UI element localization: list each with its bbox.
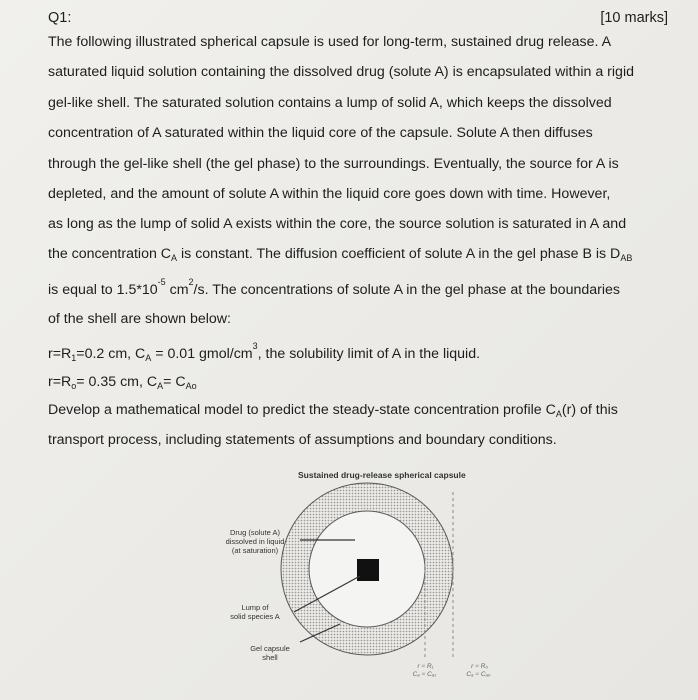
r1-boundary-label: r = R₁ Cₐ = Cₐ₁	[412, 663, 437, 678]
body-line-6: depleted, and the amount of solute A within the liquid core goes down with time. However,	[48, 186, 611, 202]
ro-boundary-label: r = R₀ Cₐ = Cₐ₀	[465, 663, 492, 678]
body-line-1: The following illustrated spherical capsule is used for long-term, sustained drug release. A	[48, 34, 612, 50]
concentration-line: the concentration $C_A$ is constant. The diffusion coefficient of solute A in the gel phase B is $D_{AB}$	[48, 246, 633, 263]
body-line-2: saturated liquid solution containing the dissolved drug (solute A) is encapsulated within a rigid	[48, 64, 634, 80]
body-line-3: gel-like shell. The saturated solution contains a lump of solid A, which keeps the dissolved	[48, 95, 612, 111]
body-line-4: concentration of A saturated within the liquid core of the capsule. Solute A then diffuses	[48, 125, 593, 141]
body-line-7: as long as the lump of solid A exists within the core, the source solution is saturated in A and	[48, 216, 627, 232]
question-number: Q1:	[48, 10, 72, 26]
lump-label: Lump of solid species A	[230, 603, 280, 621]
gel-shell-label: Gel capsule shell	[250, 644, 290, 662]
shell-line: of the shell are shown below:	[48, 311, 231, 327]
question-header	[48, 10, 668, 30]
question-marks: [10 marks]	[600, 10, 668, 26]
figure-title: Sustained drug-release spherical capsule	[298, 470, 466, 480]
body-line-5: through the gel-like shell (the gel phase) to the surroundings. Eventually, the source for A is	[48, 156, 619, 172]
boundary-condition-2: $r=R_o= 0.35$ cm, $C_A= C_{Ao}$	[48, 374, 197, 391]
capsule-figure	[0, 462, 698, 700]
capsule-diagram	[0, 462, 698, 700]
task-line-1: Develop a mathematical model to predict the steady-state concentration profile $C_A(r)$ of this	[48, 402, 618, 419]
task-line-2: transport process, including statements of assumptions and boundary conditions.	[48, 432, 557, 448]
boundary-condition-1: $r=R_1=0.2$ cm, $C_A = 0.01$ gmol/$cm^3$, the solubility limit of A in the liquid.	[48, 341, 481, 363]
solid-lump-a	[357, 559, 379, 581]
drug-label: Drug (solute A) dissolved in liquid (at saturation)	[225, 528, 285, 555]
diffusivity-line: is equal to $1.5*10^{-5}$ $cm^2/s$. The concentrations of solute A in the gel phase at the boundaries	[48, 277, 620, 298]
